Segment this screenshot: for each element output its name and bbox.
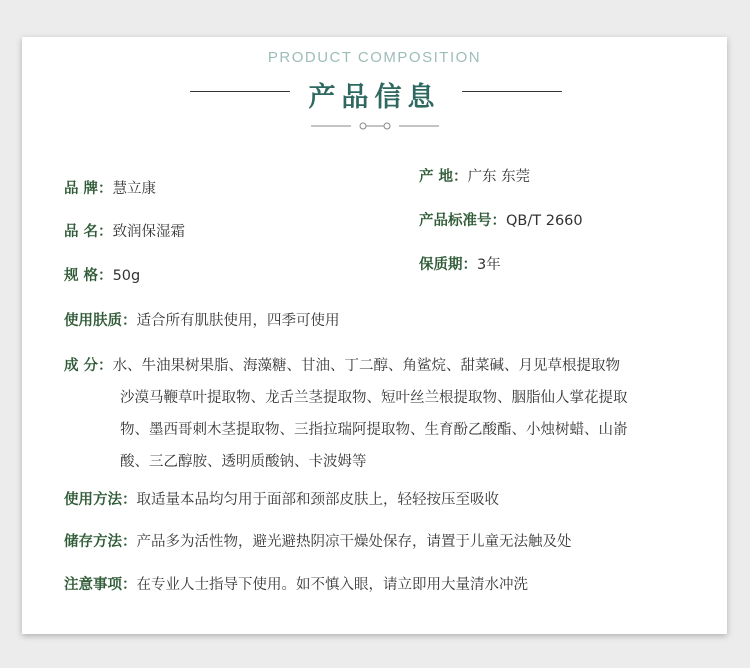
shelf-life-label: 保质期： xyxy=(419,257,477,273)
origin-label: 产 地： xyxy=(419,169,468,185)
ingredients-block xyxy=(64,350,628,478)
name-value: 致润保湿霜 xyxy=(112,224,186,240)
ingredients-label: 成 分： xyxy=(64,358,113,374)
page-title: 产品信息 xyxy=(308,82,441,113)
ingredients-line: 水、牛油果树果脂、海藻糖、甘油、丁二醇、角鲨烷、甜菜碱、月见草根提取物 xyxy=(112,358,621,374)
ingredients-line: 沙漠马鞭草叶提取物、龙舌兰茎提取物、短叶丝兰根提取物、胭脂仙人掌花提取 xyxy=(120,390,628,406)
title-divider-right xyxy=(462,91,562,92)
notice-row xyxy=(64,573,528,594)
storage-label: 储存方法： xyxy=(64,534,137,550)
ornament-icon xyxy=(311,121,439,131)
storage-value: 产品多为活性物，避光避热阴凉干燥处保存，请置于儿童无法触及处 xyxy=(136,534,572,550)
brand-value: 慧立康 xyxy=(112,181,157,197)
spec-row xyxy=(64,264,140,285)
skin-value: 适合所有肌肤使用，四季可使用 xyxy=(136,313,340,329)
skin-label: 使用肤质： xyxy=(64,313,137,329)
product-info-card xyxy=(22,37,727,634)
notice-label: 注意事项： xyxy=(64,577,137,593)
brand-label: 品 牌： xyxy=(64,181,113,197)
skin-row xyxy=(64,309,340,330)
name-label: 品 名： xyxy=(64,224,113,240)
usage-row xyxy=(64,488,499,509)
shelf-life-value: 3年 xyxy=(477,257,501,273)
spec-label: 规 格： xyxy=(64,268,113,284)
brand-row xyxy=(64,177,156,198)
shelf-life-row xyxy=(419,253,501,274)
usage-label: 使用方法： xyxy=(64,492,137,508)
spec-value: 50g xyxy=(112,268,141,284)
english-title: PRODUCT COMPOSITION xyxy=(267,49,482,66)
ingredients-line: 酸、三乙醇胺、透明质酸钠、卡波姆等 xyxy=(120,454,367,470)
origin-value: 广东 东莞 xyxy=(467,169,531,185)
notice-value: 在专业人士指导下使用。如不慎入眼，请立即用大量清水冲洗 xyxy=(136,577,528,593)
standard-row xyxy=(419,209,583,230)
storage-row xyxy=(64,530,572,551)
standard-value: QB/T 2660 xyxy=(506,213,583,229)
ingredients-line: 物、墨西哥刺木茎提取物、三指拉瑞阿提取物、生育酚乙酸酯、小烛树蜡、山嵛 xyxy=(120,422,628,438)
name-row xyxy=(64,220,185,241)
origin-row xyxy=(419,165,530,186)
standard-label: 产品标准号： xyxy=(419,213,506,229)
usage-value: 取适量本品均匀用于面部和颈部皮肤上，轻轻按压至吸收 xyxy=(136,492,499,508)
